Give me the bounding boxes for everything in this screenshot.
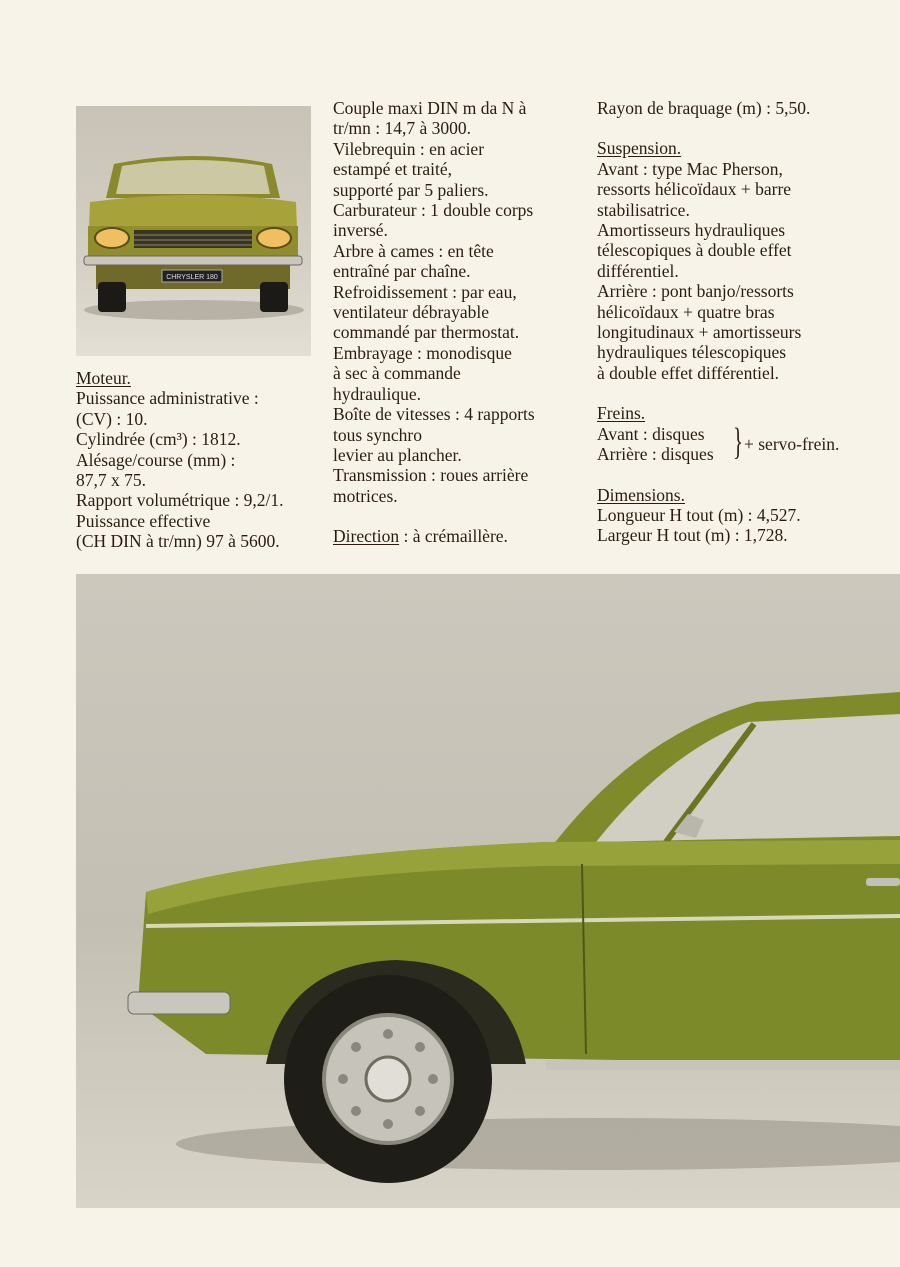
spec-line: Cylindrée (cm³) : 1812.	[76, 429, 241, 450]
spec-line: estampé et traité,	[333, 159, 453, 180]
spec-line: Boîte de vitesses : 4 rapports	[333, 404, 535, 425]
spec-line: tous synchro	[333, 424, 422, 445]
spec-line: (CH DIN à tr/mn) 97 à 5600.	[76, 531, 280, 552]
spec-line: motrices.	[333, 485, 398, 506]
spec-line: Largeur H tout (m) : 1,728.	[597, 525, 788, 546]
spec-line: Alésage/course (mm) :	[76, 449, 236, 470]
brace-glyph: }	[733, 420, 744, 463]
spec-line: Vilebrequin : en acier	[333, 138, 485, 159]
spec-line: tr/mn : 14,7 à 3000.	[333, 118, 472, 139]
spec-line: Puissance administrative :	[76, 388, 259, 409]
spec-line: ressorts hélicoïdaux + barre	[597, 179, 792, 200]
spec-line: entraîné par chaîne.	[333, 261, 471, 282]
spec-line: Longueur H tout (m) : 4,527.	[597, 504, 801, 525]
spec-line: hélicoïdaux + quatre bras	[597, 301, 775, 322]
engine-specs-continued	[333, 98, 583, 547]
direction-heading: Direction	[333, 526, 400, 547]
spec-line: Arrière : pont banjo/ressorts	[597, 281, 794, 302]
spec-line: 87,7 x 75.	[76, 470, 146, 491]
freins-heading: Freins.	[597, 403, 646, 424]
chassis-specs	[597, 98, 877, 546]
spec-line: levier au plancher.	[333, 444, 462, 465]
spec-line: hydraulique.	[333, 383, 421, 404]
spec-line: commandé par thermostat.	[333, 322, 520, 343]
freins-avant: Avant : disques	[597, 423, 705, 444]
suspension-heading: Suspension.	[597, 138, 682, 159]
spec-line: Avant : type Mac Pherson,	[597, 158, 783, 179]
direction-text: : à crémaillère.	[399, 526, 508, 547]
spec-line: télescopiques à double effet	[597, 240, 792, 261]
spec-line: stabilisatrice.	[597, 199, 690, 220]
spec-line: Transmission : roues arrière	[333, 465, 529, 486]
rayon-line: Rayon de braquage (m) : 5,50.	[597, 98, 811, 118]
freins-arriere: Arrière : disques	[597, 444, 714, 465]
spec-line: ventilateur débrayable	[333, 302, 489, 323]
spec-line: différentiel.	[597, 260, 679, 281]
spec-line: Arbre à cames : en tête	[333, 240, 494, 261]
dimensions-heading: Dimensions.	[597, 484, 685, 505]
moteur-heading: Moteur.	[76, 368, 131, 388]
spec-line: Puissance effective	[76, 510, 211, 531]
direction-line	[333, 526, 583, 546]
freins-servo: + servo-frein.	[744, 433, 840, 454]
freins-group	[597, 420, 877, 465]
engine-specs	[76, 368, 326, 552]
spec-line: Amortisseurs hydrauliques	[597, 220, 786, 241]
spec-line: à sec à commande	[333, 363, 461, 384]
spec-line: longitudinaux + amortisseurs	[597, 322, 802, 343]
plate-text: CHRYSLER 180	[166, 274, 218, 281]
car-front-photo	[76, 106, 311, 356]
spec-line: inversé.	[333, 220, 388, 241]
spec-line: supporté par 5 paliers.	[333, 179, 489, 200]
spec-line: Rapport volumétrique : 9,2/1.	[76, 490, 284, 511]
spec-line: (CV) : 10.	[76, 408, 148, 429]
spec-line: Embrayage : monodisque	[333, 342, 512, 363]
spec-line: à double effet différentiel.	[597, 362, 780, 383]
spec-line: Refroidissement : par eau,	[333, 281, 517, 302]
spec-line: Carburateur : 1 double corps	[333, 200, 534, 221]
spec-line: hydrauliques télescopiques	[597, 342, 787, 363]
spec-line: Couple maxi DIN m da N à	[333, 98, 527, 118]
car-side-photo	[76, 574, 900, 1208]
